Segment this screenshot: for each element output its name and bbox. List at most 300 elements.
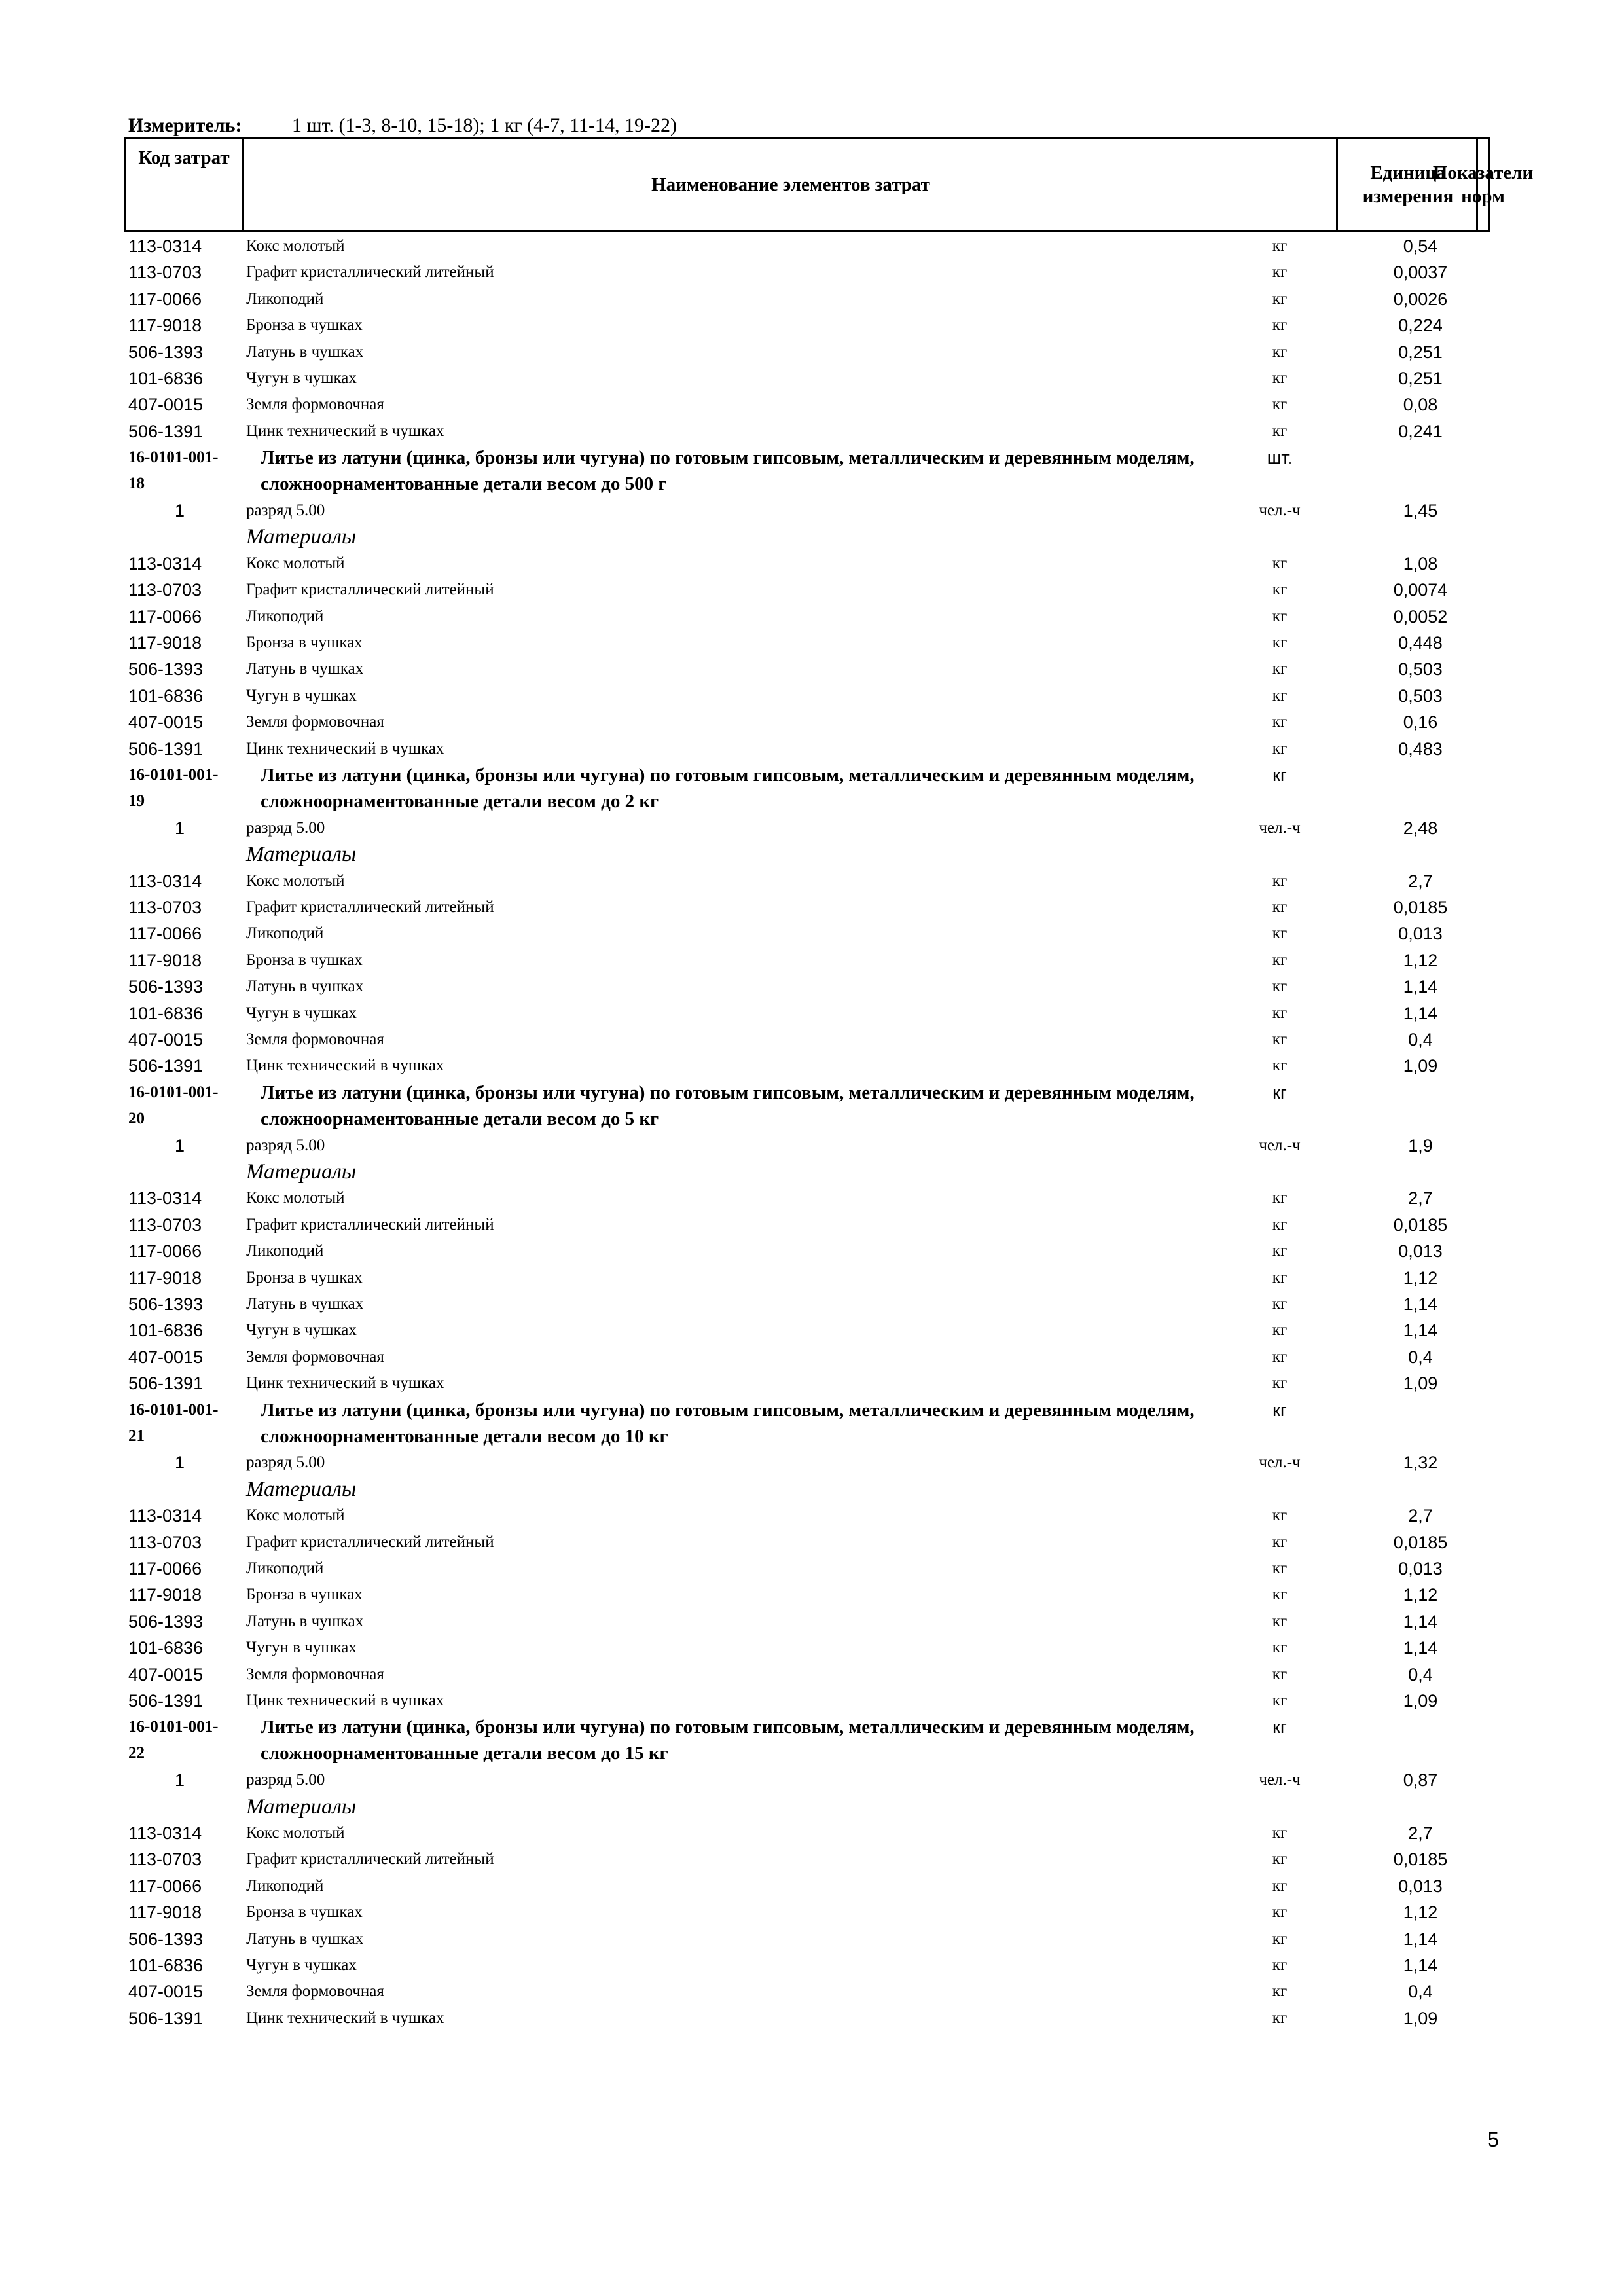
norm-value: 1,12 — [1403, 1585, 1438, 1605]
cost-code: 407-0015 — [128, 1030, 204, 1049]
unit-of-measure: кг — [1272, 554, 1288, 572]
unit-of-measure: кг — [1272, 263, 1288, 282]
table-row — [0, 312, 1624, 338]
norm-value: 0,241 — [1398, 421, 1443, 441]
cost-code: 113-0314 — [128, 236, 202, 256]
unit-of-measure: кг — [1272, 1639, 1288, 1657]
unit-of-measure: кг — [1272, 951, 1288, 969]
norm-value: 1,14 — [1403, 1321, 1438, 1341]
norm-value: 0,224 — [1398, 316, 1443, 336]
cost-code: 117-9018 — [128, 633, 202, 653]
norm-value: 0,0052 — [1393, 606, 1448, 627]
norm-value: 0,4 — [1408, 1664, 1433, 1685]
element-name: Материалы — [246, 1477, 357, 1501]
unit-of-measure: кг — [1272, 1347, 1288, 1366]
element-name: Кокс молотый — [246, 1506, 345, 1525]
table-row — [0, 1185, 1624, 1211]
table-row — [0, 630, 1624, 656]
table-row — [0, 1212, 1624, 1238]
cost-code: 16-0101-001-19 — [128, 766, 219, 810]
unit-of-measure: кг — [1272, 1850, 1288, 1868]
element-name: Бронза в чушках — [246, 951, 363, 969]
unit-of-measure: кг — [1272, 1586, 1288, 1604]
table-row — [0, 1265, 1624, 1291]
unit-of-measure: чел.-ч — [1259, 501, 1301, 519]
cost-code: 1 — [174, 818, 185, 838]
norm-value: 1,14 — [1403, 1611, 1438, 1631]
table-row — [0, 1503, 1624, 1529]
table-row — [0, 1344, 1624, 1370]
norm-value: 1,09 — [1403, 1374, 1438, 1394]
norm-value: 0,483 — [1398, 738, 1443, 759]
cost-code: 101-6836 — [128, 1638, 204, 1658]
element-name: Ликоподий — [246, 1559, 324, 1577]
element-name: разряд 5.00 — [246, 818, 325, 837]
unit-of-measure: кг — [1272, 316, 1288, 335]
cost-code: 506-1393 — [128, 977, 204, 997]
unit-of-measure: кг — [1272, 765, 1287, 785]
norm-value: 1,14 — [1403, 1638, 1438, 1658]
element-name: Латунь в чушках — [246, 1612, 364, 1630]
cost-code: 117-9018 — [128, 316, 202, 336]
norm-value: 0,0185 — [1393, 1214, 1448, 1235]
table-row — [0, 1556, 1624, 1582]
element-name: Цинк технический в чушках — [246, 422, 444, 440]
cost-code: 113-0703 — [128, 1532, 202, 1552]
header-norm: Показатели норм — [1476, 139, 1488, 230]
element-name: Латунь в чушках — [246, 1295, 364, 1313]
cost-code: 506-1393 — [128, 1611, 204, 1631]
table-row — [0, 604, 1624, 630]
element-name: Латунь в чушках — [246, 977, 364, 996]
table-row — [0, 1635, 1624, 1661]
cost-code: 506-1393 — [128, 659, 204, 680]
element-name: Земля формовочная — [246, 1347, 384, 1366]
element-name: Бронза в чушках — [246, 1586, 363, 1604]
cost-code: 117-0066 — [128, 289, 202, 309]
cost-code: 117-0066 — [128, 1559, 202, 1578]
norm-value: 0,08 — [1403, 395, 1438, 415]
table-row — [0, 709, 1624, 735]
unit-of-measure: кг — [1272, 1004, 1288, 1022]
unit-of-measure: кг — [1272, 1030, 1288, 1048]
table-row — [0, 577, 1624, 603]
norm-value: 2,7 — [1408, 871, 1433, 891]
cost-code: 506-1391 — [128, 1056, 204, 1076]
cost-code: 506-1393 — [128, 342, 204, 362]
element-name: разряд 5.00 — [246, 1771, 325, 1789]
cost-code: 101-6836 — [128, 369, 204, 388]
unit-of-measure: кг — [1272, 1876, 1288, 1895]
cost-code: 506-1393 — [128, 1929, 204, 1949]
table-row — [0, 1027, 1624, 1053]
element-name: Цинк технический в чушках — [246, 1374, 444, 1393]
table-row — [0, 894, 1624, 920]
header-name: Наименование элементов затрат — [242, 139, 1338, 230]
table-row — [0, 498, 1624, 524]
cost-code: 101-6836 — [128, 1321, 204, 1341]
unit-of-measure: кг — [1272, 1082, 1287, 1102]
unit-of-measure: кг — [1272, 739, 1288, 757]
cost-code: 506-1391 — [128, 738, 204, 759]
element-name: Литье из латуни (цинка, бронзы или чугуна) по готовым гипсовым, металлическим и деревянным моделям, сложноорнаментованные детали весом до 500 г — [261, 447, 1195, 495]
norm-item-row — [0, 762, 1624, 814]
unit-of-measure: кг — [1272, 660, 1288, 678]
cost-code: 117-0066 — [128, 924, 202, 944]
element-name: Цинк технический в чушках — [246, 2009, 444, 2027]
table-row — [0, 365, 1624, 392]
norm-value: 0,251 — [1398, 342, 1443, 362]
unit-of-measure: кг — [1272, 924, 1288, 943]
norm-value: 1,14 — [1403, 1929, 1438, 1949]
unit-of-measure: кг — [1272, 686, 1288, 704]
element-name: Кокс молотый — [246, 1824, 345, 1842]
norm-value: 0,0026 — [1393, 289, 1448, 309]
table-row — [0, 1529, 1624, 1556]
element-name: Цинк технический в чушках — [246, 1057, 444, 1075]
norm-value: 0,0037 — [1393, 263, 1448, 283]
table-row — [0, 339, 1624, 365]
element-name: Графит кристаллический литейный — [246, 898, 494, 916]
cost-code: 506-1391 — [128, 2008, 204, 2028]
norm-value: 1,12 — [1403, 1267, 1438, 1288]
table-row — [0, 1291, 1624, 1317]
norm-value: 1,09 — [1403, 1691, 1438, 1711]
unit-of-measure: кг — [1272, 1717, 1287, 1738]
unit-of-measure: кг — [1272, 1929, 1288, 1948]
cost-code: 506-1391 — [128, 1374, 204, 1394]
unit-of-measure: кг — [1272, 581, 1288, 599]
table-row — [0, 1449, 1624, 1476]
meter-value: 1 шт. (1-3, 8-10, 15-18); 1 кг (4-7, 11-14, 19-22) — [292, 115, 677, 136]
cost-code: 113-0314 — [128, 1506, 202, 1526]
norm-value: 0,0185 — [1393, 898, 1448, 917]
cost-code: 1 — [174, 1453, 185, 1473]
element-name: Чугун в чушках — [246, 1956, 357, 1974]
element-name: Графит кристаллический литейный — [246, 1850, 494, 1868]
element-name: Материалы — [246, 1795, 357, 1819]
norm-value: 2,7 — [1408, 1506, 1433, 1526]
norm-value: 0,503 — [1398, 685, 1443, 706]
unit-of-measure: чел.-ч — [1259, 1771, 1301, 1789]
element-name: Литье из латуни (цинка, бронзы или чугуна) по готовым гипсовым, металлическим и деревянным моделям, сложноорнаментованные детали весом до 15 кг — [261, 1717, 1195, 1764]
norm-value: 1,45 — [1403, 501, 1438, 520]
section-heading-row — [0, 1159, 1624, 1185]
element-name: разряд 5.00 — [246, 1453, 325, 1472]
table-row — [0, 233, 1624, 259]
unit-of-measure: кг — [1272, 1321, 1288, 1339]
unit-of-measure: кг — [1272, 1506, 1288, 1525]
header-code: Код затрат — [138, 147, 230, 168]
norm-value: 2,48 — [1403, 818, 1438, 838]
cost-code: 407-0015 — [128, 712, 204, 733]
norm-value: 1,14 — [1403, 1003, 1438, 1023]
table-row — [0, 286, 1624, 312]
table-row — [0, 551, 1624, 577]
element-name: Материалы — [246, 1160, 357, 1184]
unit-of-measure: кг — [1272, 1215, 1288, 1233]
element-name: Ликоподий — [246, 1242, 324, 1260]
norm-value: 0,0074 — [1393, 580, 1448, 600]
element-name: Латунь в чушках — [246, 660, 364, 678]
element-name: разряд 5.00 — [246, 1136, 325, 1154]
element-name: Земля формовочная — [246, 1982, 384, 2001]
unit-of-measure: кг — [1272, 1189, 1288, 1207]
cost-code: 117-9018 — [128, 1903, 202, 1923]
table-row — [0, 1000, 1624, 1027]
cost-code: 407-0015 — [128, 1347, 204, 1367]
table-row — [0, 418, 1624, 445]
unit-of-measure: кг — [1272, 342, 1288, 361]
norm-value: 0,503 — [1398, 659, 1443, 680]
unit-of-measure: чел.-ч — [1259, 818, 1301, 837]
norm-item-row — [0, 1080, 1624, 1132]
unit-of-measure: кг — [1272, 977, 1288, 996]
norm-value: 0,54 — [1403, 236, 1438, 256]
norm-value: 0,4 — [1408, 1982, 1433, 2002]
element-name: Литье из латуни (цинка, бронзы или чугуна) по готовым гипсовым, металлическим и деревянным моделям, сложноорнаментованные детали весом до 10 кг — [261, 1399, 1195, 1447]
unit-of-measure: кг — [1272, 1903, 1288, 1922]
cost-code: 407-0015 — [128, 395, 204, 415]
norm-value: 0,251 — [1398, 369, 1443, 388]
meter-label: Измеритель: — [128, 115, 242, 136]
table-row — [0, 868, 1624, 894]
cost-code: 117-9018 — [128, 950, 202, 970]
section-heading-row — [0, 841, 1624, 867]
unit-of-measure: чел.-ч — [1259, 1136, 1301, 1154]
element-name: Чугун в чушках — [246, 1004, 357, 1022]
cost-code: 101-6836 — [128, 685, 204, 706]
element-name: Графит кристаллический литейный — [246, 1533, 494, 1551]
table-row — [0, 683, 1624, 709]
table-row — [0, 736, 1624, 762]
table-row — [0, 974, 1624, 1000]
cost-code: 101-6836 — [128, 1956, 204, 1975]
cost-code: 113-0703 — [128, 898, 202, 917]
norm-value: 1,9 — [1408, 1135, 1433, 1156]
norm-value: 0,0185 — [1393, 1850, 1448, 1870]
norm-value: 1,14 — [1403, 1956, 1438, 1975]
cost-code: 16-0101-001-20 — [128, 1083, 219, 1127]
unit-of-measure: кг — [1272, 607, 1288, 625]
cost-code: 113-0314 — [128, 1188, 202, 1209]
cost-code: 506-1391 — [128, 421, 204, 441]
unit-of-measure: кг — [1272, 395, 1288, 414]
unit-of-measure: кг — [1272, 1533, 1288, 1551]
norm-value: 1,12 — [1403, 1903, 1438, 1923]
section-heading-row — [0, 1476, 1624, 1503]
element-name: Земля формовочная — [246, 1665, 384, 1683]
table-row — [0, 392, 1624, 418]
unit-of-measure: кг — [1272, 1559, 1288, 1577]
norm-item-row — [0, 1397, 1624, 1449]
unit-of-measure: кг — [1272, 1692, 1288, 1709]
unit-of-measure: кг — [1272, 422, 1288, 440]
unit-of-measure: кг — [1272, 369, 1288, 387]
cost-code: 16-0101-001-18 — [128, 448, 219, 493]
unit-of-measure: кг — [1272, 289, 1288, 308]
table-row — [0, 1952, 1624, 1978]
table-row — [0, 1370, 1624, 1396]
element-name: Бронза в чушках — [246, 1268, 363, 1286]
element-name: Бронза в чушках — [246, 1903, 363, 1922]
norm-value: 0,448 — [1398, 633, 1443, 653]
element-name: Цинк технический в чушках — [246, 1692, 444, 1709]
unit-of-measure: кг — [1272, 2009, 1288, 2027]
cost-code: 113-0703 — [128, 263, 202, 283]
unit-of-measure: кг — [1272, 1665, 1288, 1683]
cost-code: 506-1391 — [128, 1691, 204, 1711]
cost-code: 506-1393 — [128, 1294, 204, 1314]
section-heading-row — [0, 1794, 1624, 1820]
element-name: Земля формовочная — [246, 713, 384, 731]
header-unit: Единица измерения — [1336, 139, 1478, 230]
cost-code: 101-6836 — [128, 1003, 204, 1023]
table-row — [0, 1846, 1624, 1872]
norm-value: 0,16 — [1403, 712, 1438, 733]
unit-of-measure: кг — [1272, 1374, 1288, 1393]
norm-value: 0,4 — [1408, 1347, 1433, 1367]
norm-item-row — [0, 445, 1624, 497]
element-name: Чугун в чушках — [246, 369, 357, 387]
element-name: Земля формовочная — [246, 395, 384, 414]
norm-value: 1,09 — [1403, 1056, 1438, 1076]
norm-value: 1,09 — [1403, 2008, 1438, 2028]
element-name: Чугун в чушках — [246, 1321, 357, 1339]
cost-code: 1 — [174, 1770, 185, 1791]
cost-code: 117-0066 — [128, 606, 202, 627]
unit-of-measure: кг — [1272, 1057, 1288, 1075]
element-name: Материалы — [246, 525, 357, 549]
element-name: Графит кристаллический литейный — [246, 581, 494, 599]
cost-code: 113-0314 — [128, 1823, 202, 1843]
table-row — [0, 1820, 1624, 1846]
norm-value: 0,013 — [1398, 924, 1443, 944]
table-row — [0, 1978, 1624, 2005]
table-row — [0, 1662, 1624, 1688]
table-row — [0, 1899, 1624, 1925]
table-row — [0, 920, 1624, 947]
table-row — [0, 947, 1624, 974]
norm-value: 2,7 — [1408, 1188, 1433, 1209]
cost-code: 117-9018 — [128, 1585, 202, 1605]
element-name: Чугун в чушках — [246, 686, 357, 704]
table-row — [0, 2005, 1624, 2032]
element-name: Цинк технический в чушках — [246, 739, 444, 757]
norm-value: 0,013 — [1398, 1559, 1443, 1578]
unit-of-measure: кг — [1272, 871, 1288, 890]
element-name: Латунь в чушках — [246, 1929, 364, 1948]
element-name: Ликоподий — [246, 924, 324, 943]
element-name: Кокс молотый — [246, 1189, 345, 1207]
cost-code: 117-0066 — [128, 1876, 202, 1896]
unit-of-measure: кг — [1272, 634, 1288, 651]
element-name: Ликоподий — [246, 607, 324, 625]
table-row — [0, 259, 1624, 285]
norm-value: 0,0185 — [1393, 1532, 1448, 1552]
cost-code: 117-0066 — [128, 1241, 202, 1262]
norm-value: 1,12 — [1403, 950, 1438, 970]
element-name: Ликоподий — [246, 1876, 324, 1895]
cost-code: 113-0703 — [128, 1214, 202, 1235]
table-row — [0, 1133, 1624, 1159]
unit-of-measure: чел.-ч — [1259, 1453, 1301, 1472]
cost-code: 117-9018 — [128, 1267, 202, 1288]
table-row — [0, 1238, 1624, 1264]
unit-of-measure: кг — [1272, 1612, 1288, 1630]
cost-code: 113-0703 — [128, 1850, 202, 1870]
unit-of-measure: кг — [1272, 1982, 1288, 2001]
unit-of-measure: кг — [1272, 1242, 1288, 1260]
cost-code: 113-0314 — [128, 871, 202, 891]
table-row — [0, 1873, 1624, 1899]
unit-of-measure: кг — [1272, 1824, 1288, 1842]
element-name: Ликоподий — [246, 289, 324, 308]
norm-value: 1,32 — [1403, 1453, 1438, 1473]
table-row — [0, 1317, 1624, 1343]
element-name: Литье из латуни (цинка, бронзы или чугуна) по готовым гипсовым, металлическим и деревянным моделям, сложноорнаментованные детали весом до 2 кг — [261, 765, 1195, 812]
cost-code: 16-0101-001-22 — [128, 1718, 219, 1762]
norm-value: 0,87 — [1403, 1770, 1438, 1791]
cost-code: 113-0314 — [128, 553, 202, 574]
table-row — [0, 815, 1624, 841]
unit-of-measure: шт. — [1267, 448, 1293, 468]
norm-value: 0,4 — [1408, 1030, 1433, 1049]
unit-of-measure: кг — [1272, 1268, 1288, 1286]
unit-of-measure: кг — [1272, 898, 1288, 916]
norm-item-row — [0, 1714, 1624, 1766]
table-row — [0, 1609, 1624, 1635]
unit-of-measure: кг — [1272, 1295, 1288, 1313]
element-name: Кокс молотый — [246, 554, 345, 572]
element-name: Латунь в чушках — [246, 342, 364, 361]
section-heading-row — [0, 524, 1624, 550]
table-row — [0, 656, 1624, 682]
norm-value: 0,013 — [1398, 1876, 1443, 1896]
unit-of-measure: кг — [1272, 237, 1288, 255]
cost-code: 16-0101-001-21 — [128, 1400, 219, 1445]
unit-of-measure: кг — [1272, 713, 1288, 731]
element-name: Чугун в чушках — [246, 1639, 357, 1657]
page-number: 5 — [1487, 2128, 1499, 2151]
cost-code: 407-0015 — [128, 1982, 204, 2002]
norm-value: 0,013 — [1398, 1241, 1443, 1262]
table-row — [0, 1767, 1624, 1793]
element-name: Материалы — [246, 843, 357, 867]
cost-code: 113-0703 — [128, 580, 202, 600]
unit-of-measure: кг — [1272, 1400, 1287, 1420]
norm-value: 1,08 — [1403, 553, 1438, 574]
element-name: Бронза в чушках — [246, 316, 363, 335]
element-name: Литье из латуни (цинка, бронзы или чугуна) по готовым гипсовым, металлическим и деревянным моделям, сложноорнаментованные детали весом до 5 кг — [261, 1082, 1195, 1129]
element-name: разряд 5.00 — [246, 501, 325, 519]
table-row — [0, 1053, 1624, 1079]
cost-code: 1 — [174, 501, 185, 520]
cost-code: 407-0015 — [128, 1664, 204, 1685]
element-name: Графит кристаллический литейный — [246, 263, 494, 282]
table-row — [0, 1926, 1624, 1952]
cost-code: 1 — [174, 1135, 185, 1156]
element-name: Кокс молотый — [246, 871, 345, 890]
element-name: Графит кристаллический литейный — [246, 1215, 494, 1233]
unit-of-measure: кг — [1272, 1956, 1288, 1974]
norm-value: 1,14 — [1403, 1294, 1438, 1314]
element-name: Земля формовочная — [246, 1030, 384, 1048]
element-name: Кокс молотый — [246, 237, 345, 255]
norm-value: 2,7 — [1408, 1823, 1433, 1843]
norm-value: 1,14 — [1403, 977, 1438, 997]
table-row — [0, 1688, 1624, 1714]
